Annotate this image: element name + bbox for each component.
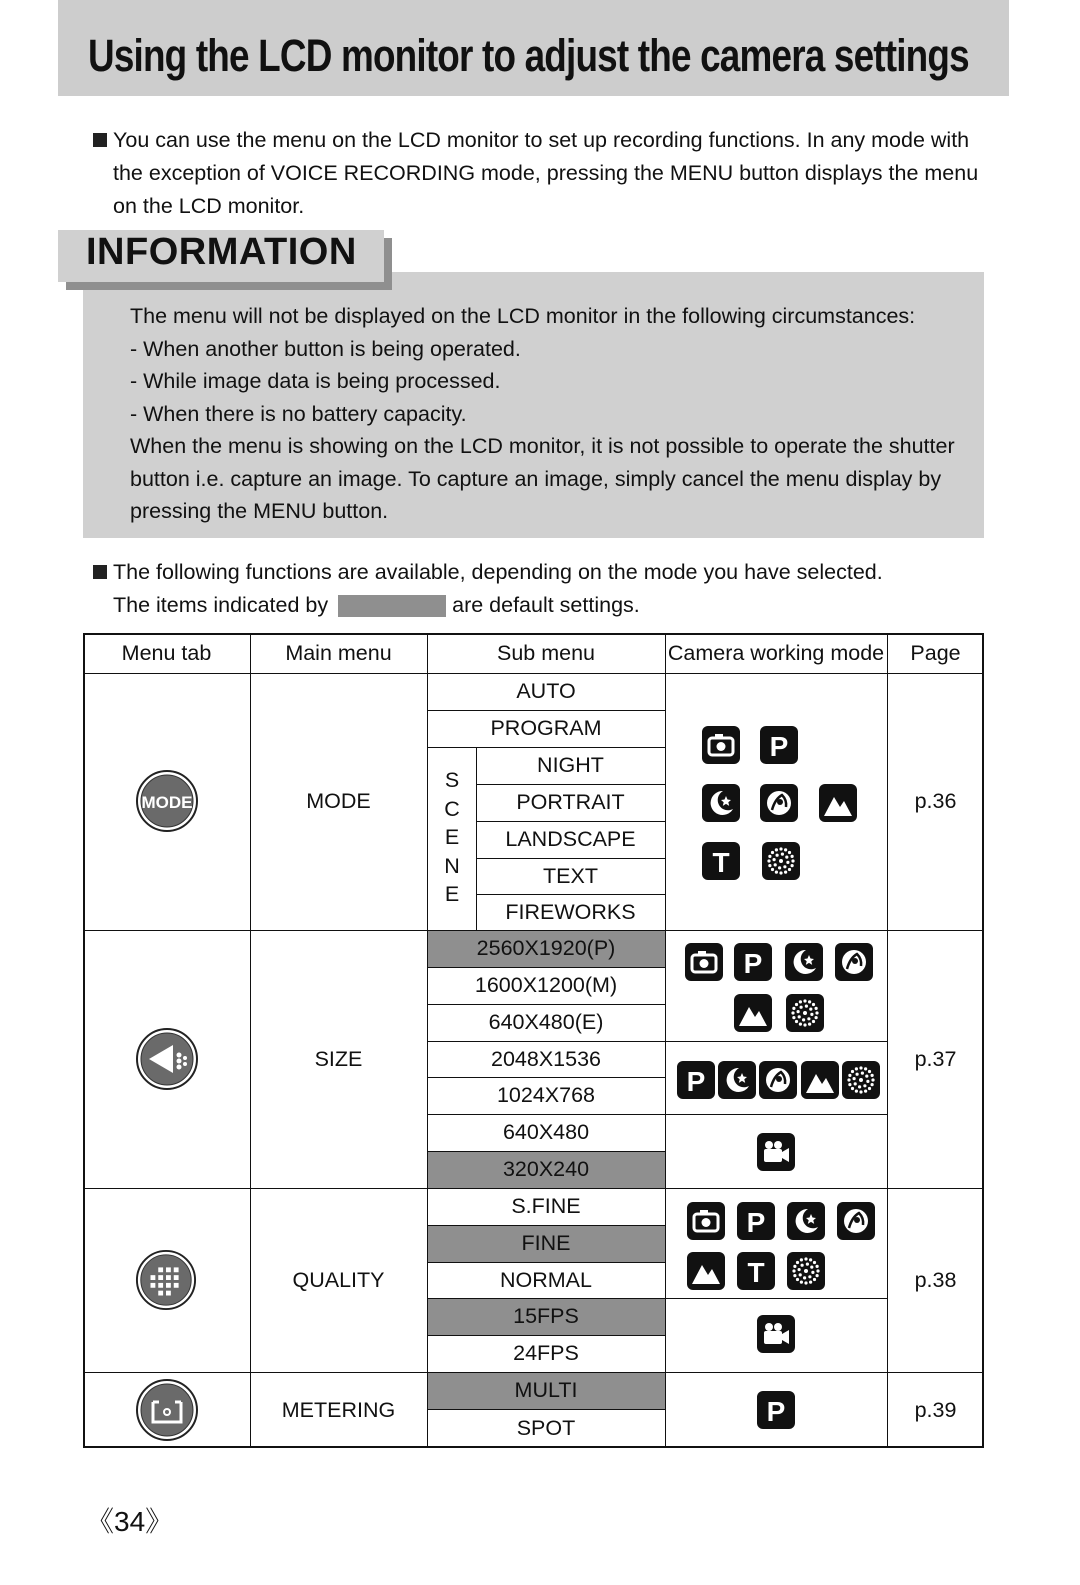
page-ref: p.38 bbox=[914, 1267, 957, 1292]
header-sub-menu: Sub menu bbox=[496, 640, 595, 665]
functions-bullet bbox=[88, 556, 988, 622]
page-ref: p.36 bbox=[914, 789, 957, 813]
information-heading: INFORMATION bbox=[86, 231, 357, 273]
default-note-prefix: The items indicated by bbox=[113, 593, 329, 617]
program-mode-icon bbox=[759, 725, 799, 765]
sub-menu-item: PROGRAM bbox=[490, 716, 602, 740]
table-rule bbox=[427, 1114, 887, 1115]
sub-menu-item: 2048X1536 bbox=[491, 1046, 601, 1071]
table-rule bbox=[476, 747, 477, 930]
portrait-mode-icon bbox=[759, 783, 799, 823]
svg-text:P: P bbox=[769, 731, 789, 762]
table-border bbox=[83, 633, 984, 635]
table-border bbox=[982, 633, 984, 1448]
scene-letter: S bbox=[444, 768, 460, 792]
size-tab-icon bbox=[135, 1027, 199, 1091]
intro-bullet bbox=[88, 124, 988, 223]
sub-menu-item: S.FINE bbox=[511, 1194, 581, 1218]
intro-line: You can use the menu on the LCD monitor to set up recording functions. In any mode with bbox=[113, 128, 970, 152]
fireworks-mode-icon bbox=[785, 993, 825, 1033]
table-rule bbox=[427, 710, 665, 711]
sub-menu-item: 640X480(E) bbox=[488, 1010, 604, 1034]
scene-letter: C bbox=[444, 796, 460, 821]
bullet-square-icon bbox=[93, 133, 107, 147]
info-line: button i.e. capture an image. To capture an image, simply cancel the menu display by bbox=[130, 466, 942, 491]
main-menu-quality: QUALITY bbox=[292, 1267, 385, 1292]
svg-text:P: P bbox=[686, 1066, 706, 1097]
page-number: 《34》 bbox=[86, 1506, 174, 1537]
sub-menu-item: SPOT bbox=[516, 1416, 576, 1440]
info-line: The menu will not be displayed on the LCD monitor in the following circumstances: bbox=[130, 304, 916, 328]
portrait-mode-icon bbox=[836, 1201, 876, 1241]
landscape-mode-icon bbox=[818, 783, 858, 823]
svg-text:T: T bbox=[712, 847, 730, 878]
table-rule bbox=[250, 633, 251, 1448]
bullet-square-icon bbox=[93, 565, 107, 579]
info-item: - While image data is being processed. bbox=[130, 369, 501, 393]
table-rule bbox=[427, 967, 665, 968]
table-rule bbox=[887, 633, 888, 1448]
table-rule bbox=[83, 1372, 984, 1373]
table-rule bbox=[427, 1041, 887, 1042]
header-main-menu: Main menu bbox=[285, 640, 392, 665]
header-page: Page bbox=[910, 640, 961, 665]
functions-line: The following functions are available, depending on the mode you have selected. bbox=[113, 560, 883, 584]
header-menu-tab: Menu tab bbox=[121, 640, 212, 665]
table-rule bbox=[476, 784, 665, 785]
header-camera-mode: Camera working mode bbox=[667, 640, 885, 665]
program-mode-icon bbox=[676, 1060, 716, 1100]
sub-menu-item: 1024X768 bbox=[496, 1083, 596, 1107]
scene-item: PORTRAIT bbox=[516, 790, 625, 814]
movie-mode-icon bbox=[756, 1314, 796, 1354]
landscape-mode-icon bbox=[686, 1251, 726, 1291]
night-mode-icon bbox=[717, 1060, 757, 1100]
functions-note bbox=[88, 556, 988, 622]
main-menu-metering: METERING bbox=[281, 1397, 396, 1422]
table-border bbox=[83, 1446, 984, 1448]
table-rule bbox=[427, 1409, 665, 1410]
landscape-mode-icon bbox=[733, 993, 773, 1033]
table-rule bbox=[427, 1298, 887, 1299]
svg-text:T: T bbox=[747, 1257, 765, 1288]
svg-text:P: P bbox=[746, 1207, 766, 1238]
night-mode-icon bbox=[701, 783, 741, 823]
info-item: - When there is no battery capacity. bbox=[130, 401, 467, 426]
mode-tab-icon-text: MODE bbox=[141, 793, 193, 812]
table-border bbox=[83, 633, 85, 1448]
default-note-suffix: are default settings. bbox=[452, 593, 640, 617]
table-rule bbox=[476, 858, 665, 859]
main-menu-size: SIZE bbox=[314, 1046, 363, 1071]
camera-mode-icon bbox=[701, 725, 741, 765]
scene-letter: E bbox=[444, 882, 460, 906]
program-mode-icon bbox=[736, 1201, 776, 1241]
portrait-mode-icon bbox=[758, 1060, 798, 1100]
table-rule bbox=[427, 1077, 665, 1078]
camera-mode-icon bbox=[684, 942, 724, 982]
settings-table bbox=[83, 633, 984, 1448]
sub-menu-item: NORMAL bbox=[500, 1267, 592, 1292]
camera-mode-icon bbox=[686, 1201, 726, 1241]
text-mode-icon bbox=[736, 1251, 776, 1291]
mode-tab-icon bbox=[135, 769, 199, 833]
info-item: - When another button is being operated. bbox=[130, 336, 521, 361]
info-line: pressing the MENU button. bbox=[130, 499, 389, 523]
portrait-mode-icon bbox=[834, 942, 874, 982]
sub-menu-item: MULTI bbox=[514, 1378, 578, 1402]
night-mode-icon bbox=[784, 942, 824, 982]
sub-menu-item: 2560X1920(P) bbox=[476, 936, 616, 960]
scene-item: TEXT bbox=[543, 863, 598, 888]
scene-item: FIREWORKS bbox=[505, 899, 636, 924]
table-rule bbox=[427, 1225, 665, 1226]
table-rule bbox=[83, 673, 984, 674]
intro-line: the exception of VOICE RECORDING mode, pressing the MENU button displays the menu bbox=[113, 161, 979, 185]
table-rule bbox=[427, 1335, 665, 1336]
metering-tab-icon bbox=[135, 1378, 199, 1442]
table-rule bbox=[476, 821, 665, 822]
table-rule bbox=[427, 1004, 665, 1005]
intro-paragraph bbox=[88, 124, 988, 223]
fireworks-mode-icon bbox=[786, 1251, 826, 1291]
table-rule bbox=[476, 894, 665, 895]
table-rule bbox=[427, 1151, 665, 1152]
table-rule bbox=[427, 1262, 665, 1263]
intro-line: on the LCD monitor. bbox=[113, 194, 305, 218]
sub-menu-item: 1600X1200(M) bbox=[474, 973, 618, 997]
fireworks-mode-icon bbox=[841, 1060, 881, 1100]
sub-menu-item: 15FPS bbox=[513, 1304, 579, 1328]
sub-menu-item: 24FPS bbox=[513, 1341, 579, 1365]
movie-mode-icon bbox=[756, 1132, 796, 1172]
sub-menu-item: 640X480 bbox=[502, 1120, 590, 1144]
fireworks-mode-icon bbox=[761, 841, 801, 881]
sub-menu-item: AUTO bbox=[516, 679, 576, 703]
text-mode-icon bbox=[701, 841, 741, 881]
page-ref: p.39 bbox=[914, 1397, 957, 1422]
scene-letter: N bbox=[444, 853, 460, 878]
table-rule bbox=[83, 930, 984, 931]
default-setting-swatch bbox=[338, 595, 446, 617]
main-menu-mode: MODE bbox=[306, 789, 371, 813]
landscape-mode-icon bbox=[800, 1060, 840, 1100]
page-ref: p.37 bbox=[914, 1046, 957, 1071]
scene-vertical-label bbox=[442, 766, 462, 909]
scene-item: LANDSCAPE bbox=[505, 827, 636, 851]
scene-item: NIGHT bbox=[537, 753, 604, 777]
table-rule bbox=[427, 747, 665, 748]
scene-letter: E bbox=[444, 825, 460, 849]
functions-line bbox=[113, 589, 988, 622]
program-mode-icon bbox=[756, 1390, 796, 1430]
page-title: Using the LCD monitor to adjust the camera settings bbox=[88, 30, 969, 81]
sub-menu-item: 320X240 bbox=[502, 1157, 590, 1181]
program-mode-icon bbox=[733, 942, 773, 982]
table-rule bbox=[83, 1188, 984, 1189]
night-mode-icon bbox=[786, 1201, 826, 1241]
svg-text:P: P bbox=[743, 948, 763, 979]
svg-text:P: P bbox=[766, 1396, 786, 1427]
info-line: When the menu is showing on the LCD monitor, it is not possible to operate the shutter bbox=[130, 434, 955, 458]
quality-tab-icon bbox=[135, 1249, 197, 1311]
sub-menu-item: FINE bbox=[521, 1231, 571, 1255]
information-text bbox=[130, 300, 970, 528]
